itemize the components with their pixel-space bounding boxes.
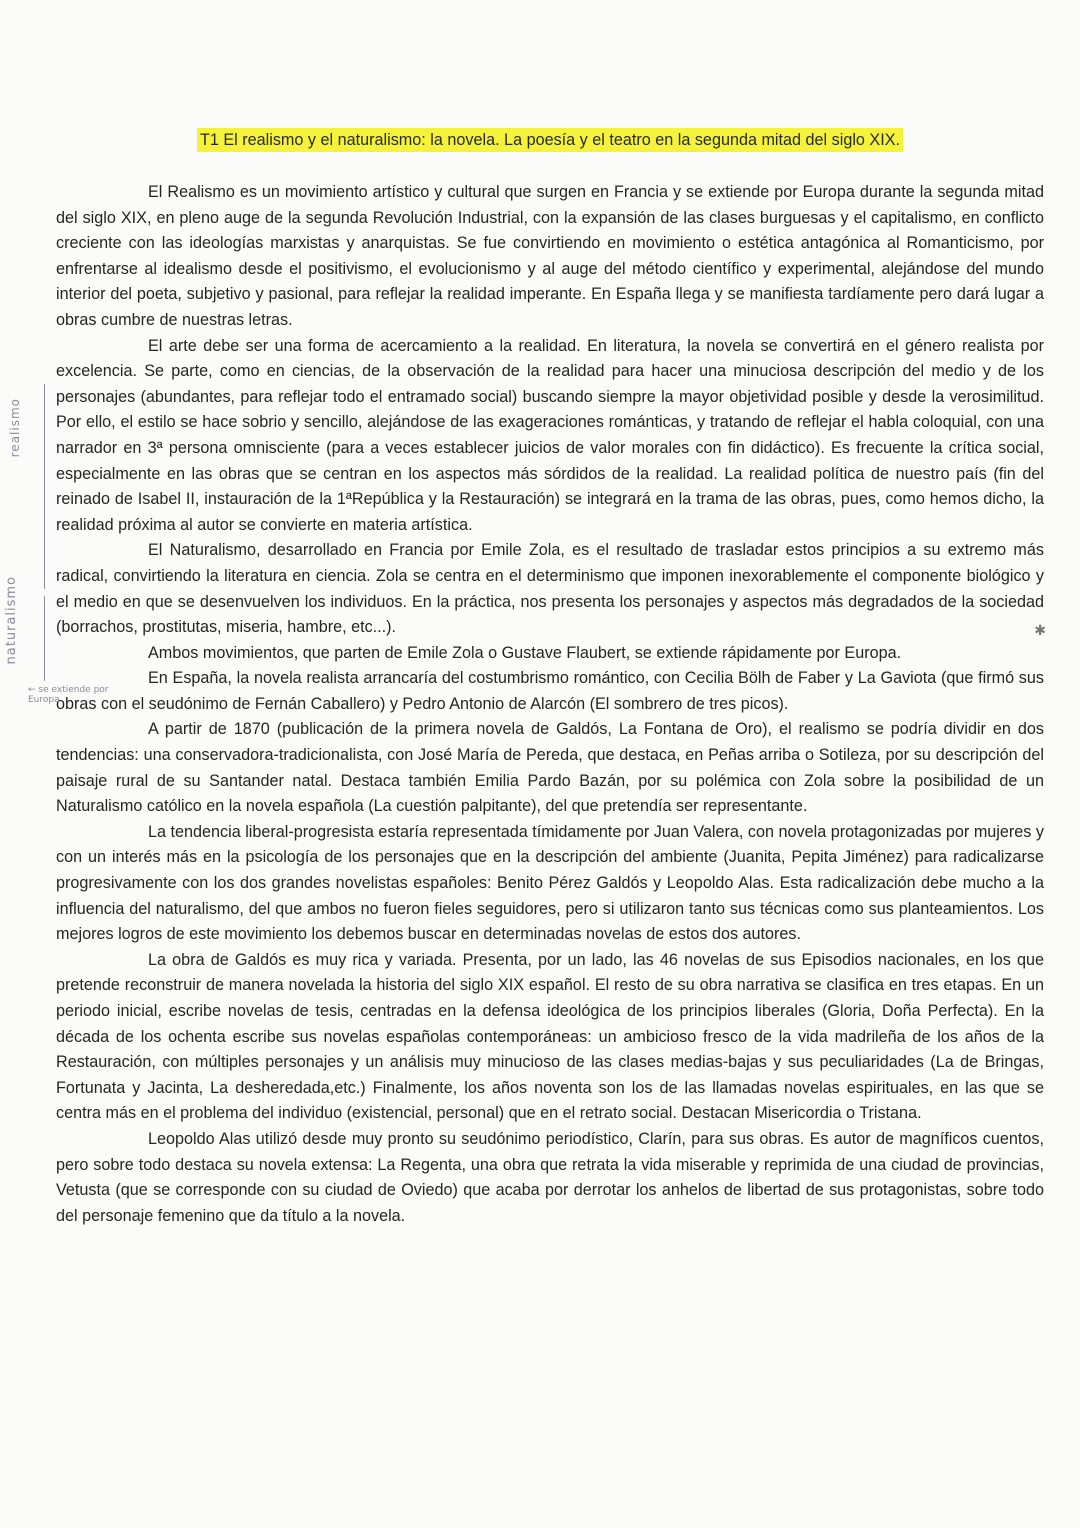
document-body: [56, 128, 1044, 1229]
paragraph-realismo-intro: El Realismo es un movimiento artístico y cultural que surgen en Francia y se extiende por Europa durante la segunda mitad del siglo XIX, en pleno auge de la segunda Revolución Industrial, con la expansión de las clases burguesas y el capitalismo, en conflicto creciente con las ideologías marxistas y anarquistas. Se fue convirtiendo en movimiento o estética antagónica al Romanticismo, por enfrentarse al idealismo desde el positivismo, el evolucionismo y al auge del método científico y experimental, alejándose del mundo interior del poeta, subjetivo y pasional, para reflejar la realidad imperante. En España llega y se manifiesta tardíamente pero dará lugar a obras cumbre de nuestras letras.: [56, 183, 1044, 329]
paragraph-naturalismo: El Naturalismo, desarrollado en Francia por Emile Zola, es el resultado de trasladar estos principios a su extremo más radical, convirtiendo la literatura en ciencia. Zola se centra en el determinismo que imponen inexorablemente el componente biológico y el medio en que se desenvuelven los individuos. En la práctica, nos presenta los personajes y aspectos más degradados de la sociedad (borrachos, prostitutas, miseria, hambre, etc...).: [56, 541, 1044, 637]
paragraph-tendencia-conservadora: A partir de 1870 (publicación de la primera novela de Galdós, La Fontana de Oro), el realismo se podría dividir en dos tendencias: una conservadora-tradicionalista, con José María de Pereda, que destaca, en Peñas arriba o Sotileza, por su descripción del paisaje rural de su Santander natal. Destaca también Emilia Pardo Bazán, por su polémica con Zola sobre la posibilidad de un Naturalismo católico en la novela española (La cuestión palpitante), del que pretendía ser representante.: [56, 720, 1044, 816]
margin-note-realismo: realismo: [8, 398, 22, 458]
title-line: [56, 128, 1044, 152]
paragraph-clarin: Leopoldo Alas utilizó desde muy pronto su seudónimo periodístico, Clarín, para sus obras. Es autor de magníficos cuentos, pero sobre todo destaca su novela extensa: La Regenta, una obra que retrata la vida miserable y reprimida de una ciudad de provincias, Vetusta (que se corresponde con su ciudad de Oviedo) que acaba por derrotar los anhelos de libertad de sus protagonistas, sobre todo del personaje femenino que da título a la novela.: [56, 1129, 1044, 1225]
paragraph-realismo-features: El arte debe ser una forma de acercamiento a la realidad. En literatura, la novela se convertirá en el género realista por excelencia. Se parte, como en ciencias, de la observación de la realidad para hacer una minuciosa descripción del medio y de los personajes (abundantes, para reflejar todo el entramado social) buscando siempre la mayor objetividad posible y desde la verosimilitud. Por ello, el estilo se hace sobrio y sencillo, alejándose de las exageraciones románticas, y tratando de reflejar el habla coloquial, con una narrador en 3ª persona omnisciente (para a veces establecer juicios de valor morales con fin didáctico). Es frecuente la crítica social, especialmente en las obras que se centran en los aspectos más sórdidos de la realidad. La realidad política de nuestro país (fin del reinado de Isabel II, instauración de la 1ªRepública y la Restauración) se integrará en la trama de las obras, pues, como hemos dicho, la realidad próxima al autor se convierte en materia artística.: [56, 336, 1044, 534]
margin-bracket-realismo: [44, 384, 45, 589]
margin-star-mark: ✱: [1034, 622, 1046, 638]
paragraph-galdos: La obra de Galdós es muy rica y variada. Presenta, por un lado, las 46 novelas de sus Episodios nacionales, en los que pretende reconstruir de manera novelada la historia del siglo XIX español. El resto de su obra narrativa se clasifica en tres etapas. En un periodo inicial, escribe novelas de tesis, centradas en la defensa ideológica de los principios liberales (Gloria, Doña Perfecta). En la década de los ochenta escribe sus novelas españolas contemporáneas: un ambicioso fresco de la vida madrileña de los años de la Restauración, con múltiples personajes y un análisis muy minucioso de las clases medias-bajas y sus peculiaridades (La de Bringas, Fortunata y Jacinta, La desheredada,etc.) Finalmente, los años noventa son los de las llamadas novelas espirituales, en las que se centra más en el problema del individuo (existencial, personal) que en el retrato social. Destacan Misericordia o Tristana.: [56, 950, 1044, 1123]
paragraph-ambos-movimientos: Ambos movimientos, que parten de Emile Zola o Gustave Flaubert, se extiende rápidamente por Europa.: [148, 643, 902, 662]
paragraph-tendencia-liberal: La tendencia liberal-progresista estaría representada tímidamente por Juan Valera, con novela protagonizadas por mujeres y con un interés más en la psicología de los personajes que en la descripción del ambiente (Juanita, Pepita Jiménez) para radicalizarse progresivamente con los dos grandes novelistas españoles: Benito Pérez Galdós y Leopoldo Alas. Esta radicalización debe mucho a la influencia del naturalismo, del que ambos no fueron fieles seguidores, pero si utilizaron tanto sus técnicas como sus planteamientos. Los mejores logros de este movimiento los debemos buscar en determinadas novelas de estos dos autores.: [56, 822, 1044, 944]
margin-bracket-naturalismo: [44, 596, 45, 681]
document-title: T1 El realismo y el naturalismo: la novela. La poesía y el teatro en la segunda mitad del siglo XIX.: [197, 128, 903, 152]
paragraph-espana-costumbrismo: En España, la novela realista arrancaría del costumbrismo romántico, con Cecilia Bölh de Faber y La Gaviota (que firmó sus obras con el seudónimo de Fernán Caballero) y Pedro Antonio de Alarcón (El sombrero de tres picos).: [56, 669, 1044, 713]
margin-note-naturalismo: naturalismo: [4, 576, 19, 665]
margin-note-arrow: ← se extiende por Europa: [28, 685, 109, 705]
